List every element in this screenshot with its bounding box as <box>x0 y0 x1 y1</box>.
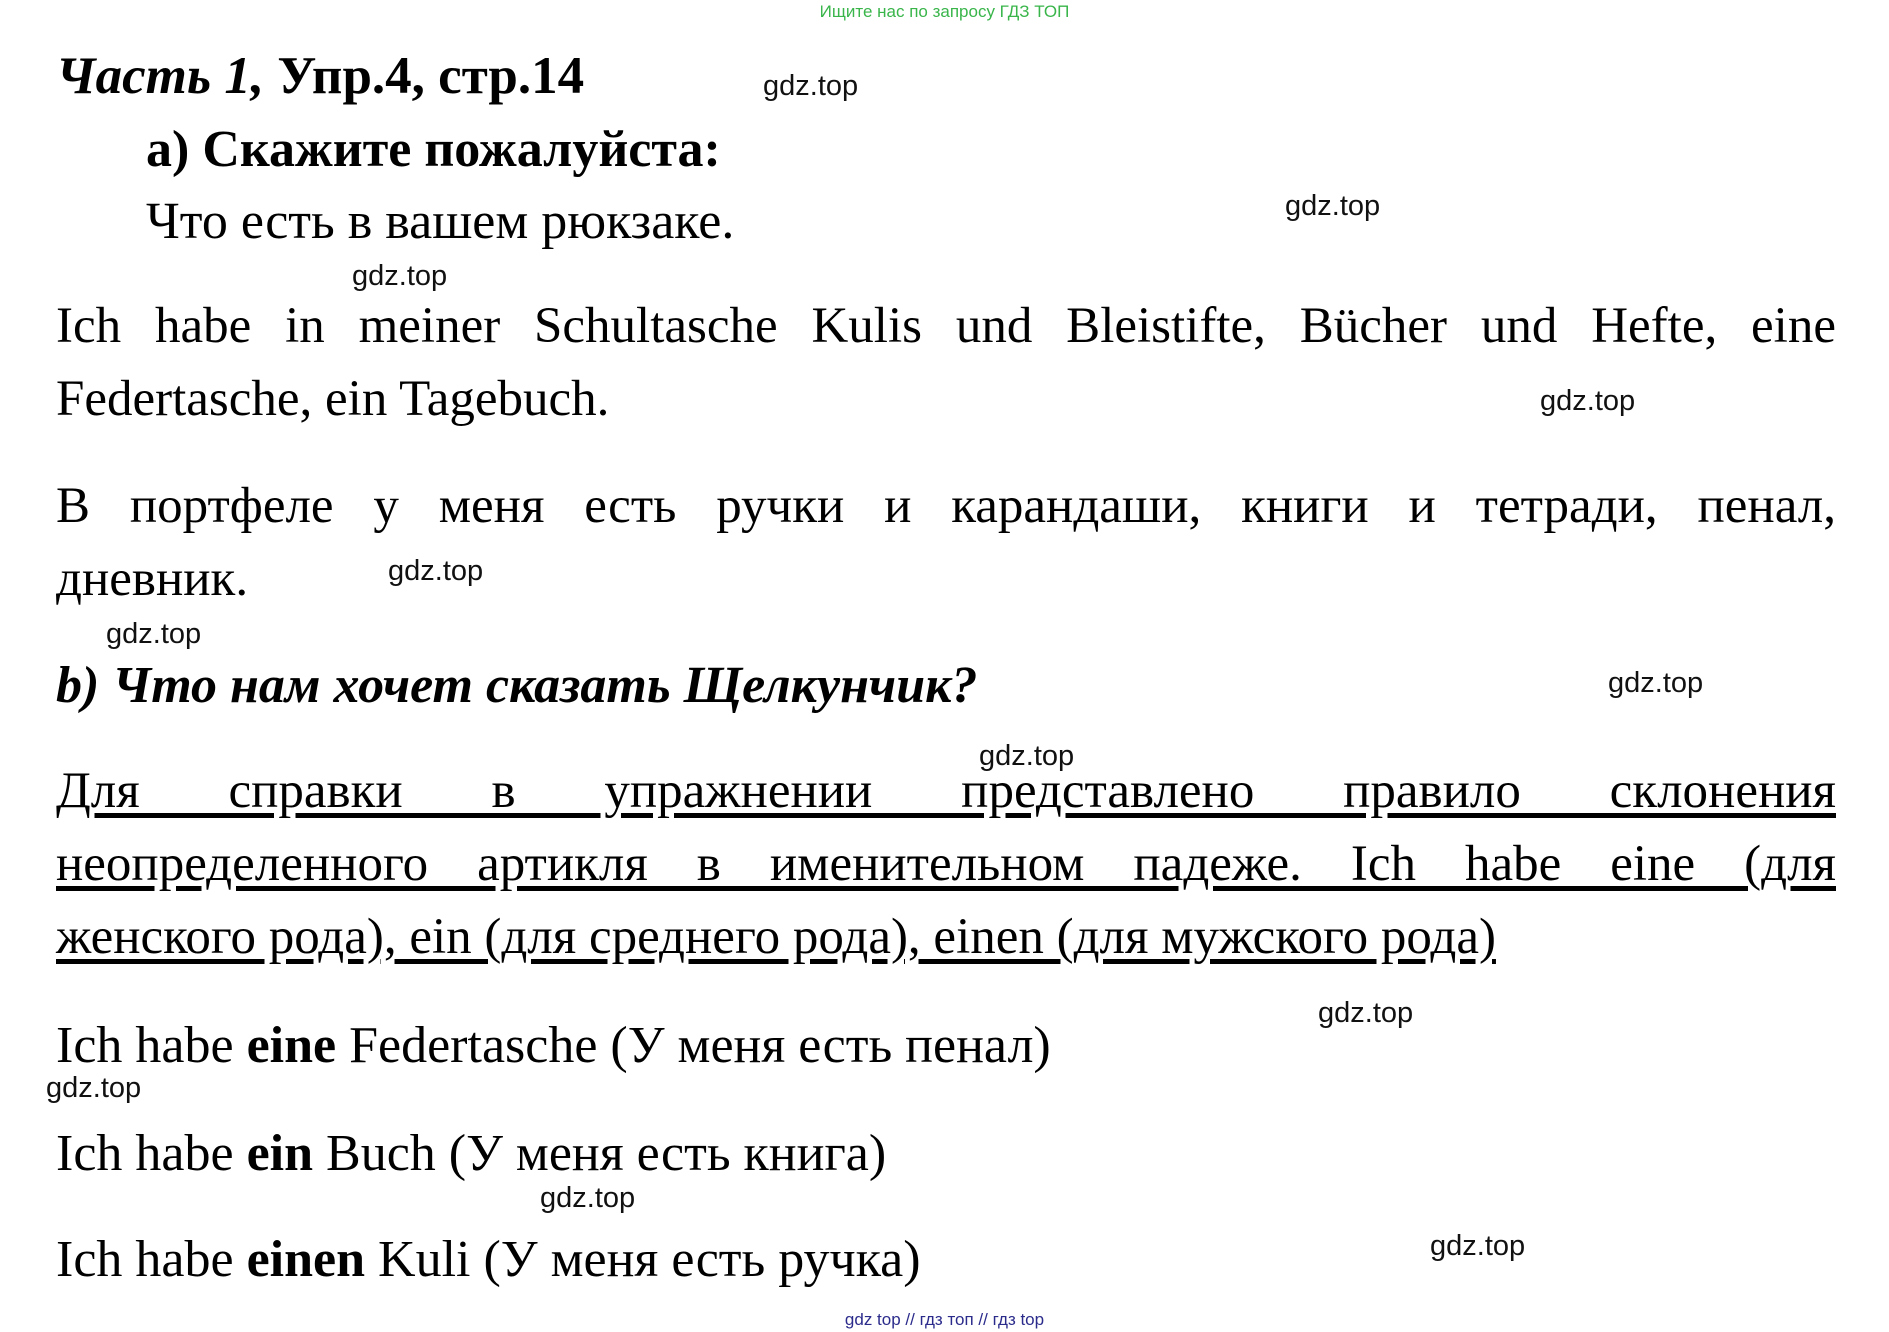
watermark: gdz.top <box>106 618 202 650</box>
answer-russian-line-2: дневник. <box>56 551 249 607</box>
example-article: einen <box>246 1231 366 1288</box>
reference-note-line-3: женского рода), ein (для среднего рода), einen (для мужского рода) <box>56 909 1496 965</box>
section-b-heading: b) Что нам хочет сказать Щелкунчик? <box>56 657 978 714</box>
example-prefix: Ich habe <box>56 1125 247 1182</box>
example-ein <box>56 1124 886 1183</box>
section-a-question: Что есть в вашем рюкзаке. <box>146 193 735 250</box>
example-rest: Buch (У меня есть книга) <box>313 1125 887 1182</box>
page-title <box>56 46 584 106</box>
watermark: gdz.top <box>1285 190 1381 222</box>
watermark: gdz.top <box>979 740 1075 772</box>
title-part: Часть 1, <box>56 47 265 105</box>
answer-german-line-2: Federtasche, ein Tagebuch. <box>56 371 610 427</box>
watermark: gdz.top <box>1540 385 1636 417</box>
watermark: gdz.top <box>352 260 448 292</box>
reference-note-line-2: неопределенного артикля в именительном падеже. Ich habe eine (для <box>56 836 1836 892</box>
watermark: gdz.top <box>1318 997 1414 1029</box>
example-article: eine <box>246 1017 337 1074</box>
example-rest: Federtasche (У меня есть пенал) <box>336 1017 1051 1074</box>
watermark: gdz.top <box>46 1072 142 1104</box>
reference-note-line-1: Для справки в упражнении представлено правило склонения <box>56 763 1836 819</box>
answer-russian-line-1: В портфеле у меня есть ручки и карандаши, книги и тетради, пенал, <box>56 478 1836 534</box>
watermark: gdz.top <box>540 1182 636 1214</box>
example-prefix: Ich habe <box>56 1017 247 1074</box>
watermark: gdz.top <box>763 70 859 102</box>
footer-search-note: gdz top // гдз топ // гдз top <box>844 1310 1045 1329</box>
watermark: gdz.top <box>388 555 484 587</box>
section-a-heading: a) Скажите пожалуйста: <box>146 121 721 178</box>
title-exercise: Упр.4, стр.14 <box>264 47 585 105</box>
example-einen <box>56 1230 921 1289</box>
example-prefix: Ich habe <box>56 1231 247 1288</box>
answer-german-line-1: Ich habe in meiner Schultasche Kulis und Bleistifte, Bücher und Hefte, eine <box>56 298 1836 354</box>
header-search-note: Ищите нас по запросу ГДЗ ТОП <box>819 2 1070 21</box>
example-rest: Kuli (У меня есть ручка) <box>365 1231 921 1288</box>
example-eine <box>56 1016 1051 1075</box>
example-article: ein <box>246 1125 314 1182</box>
watermark: gdz.top <box>1608 667 1704 699</box>
watermark: gdz.top <box>1430 1230 1526 1262</box>
